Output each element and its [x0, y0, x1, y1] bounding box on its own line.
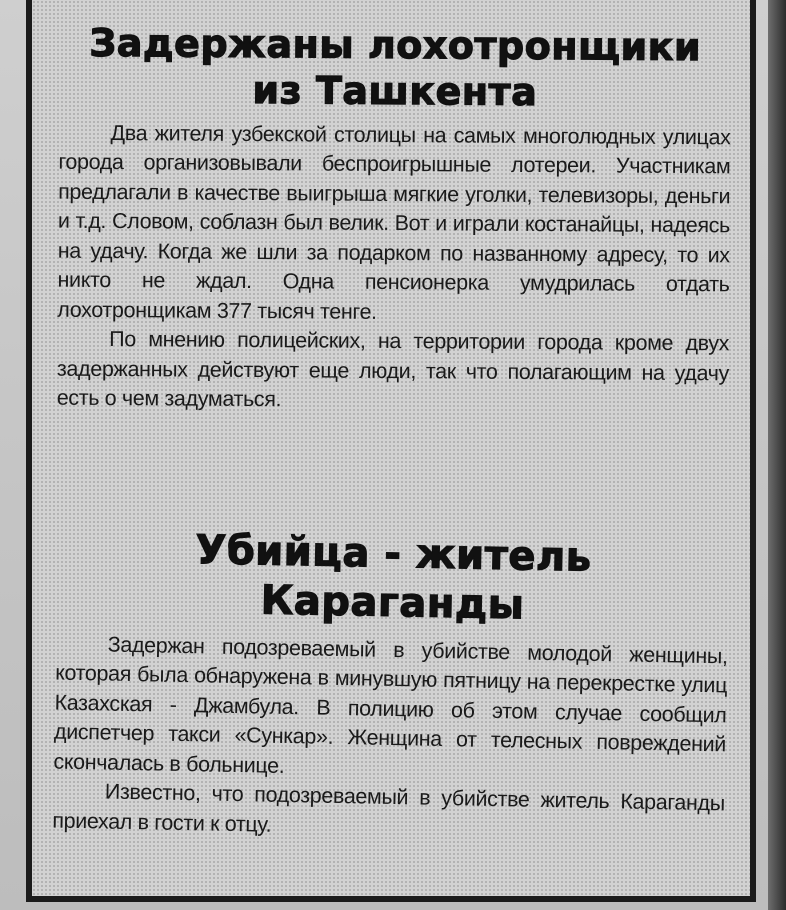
article-body — [57, 118, 731, 418]
headline-line-2: Караганды — [260, 577, 525, 629]
headline-line-1: Задержаны лохотронщики — [89, 20, 702, 70]
page-edge — [768, 0, 786, 910]
paragraph: Известно, что подозреваемый в убийстве житель Караганды приехал в гости к отцу. — [52, 779, 726, 837]
article-headline — [59, 20, 732, 117]
article-body — [52, 629, 728, 848]
headline-line-1: Убийца - житель — [195, 527, 593, 581]
article-headline — [56, 524, 730, 634]
paragraph: Задержан подозреваемый в убийстве молодой женщины, которая была обнаружена в минувшую пятницу на перекрестке улиц Казахская - Джамбула. В полицию об этом случае сообщил диспетчер такси «Сункар». Женщина от телесных повреждений скончалась в больнице. — [53, 632, 728, 778]
paragraph: Два жителя узбекской столицы на самых многолюдных улицах города организовывали беспроигрышные лотереи. Участникам предлагали в качестве выигрыша мягкие уголки, телевизоры, деньги и т.д. Словом, соблазн был велик. Вот и играли костанайцы, надеясь на удачу. Когда же шли за подарком по названному адресу, то их никто не ждал. Одна пенсионерка умудрилась отдать лохотронщикам 377 тысяч тенге. — [57, 120, 731, 324]
paragraph: По мнению полицейских, на территории города кроме двух задержанных действуют еще люди, так что полагающим на удачу есть о чем задуматься. — [56, 327, 730, 412]
headline-line-2: из Ташкента — [252, 68, 538, 115]
article-killer — [52, 524, 730, 849]
article-lokhotron — [57, 20, 732, 418]
